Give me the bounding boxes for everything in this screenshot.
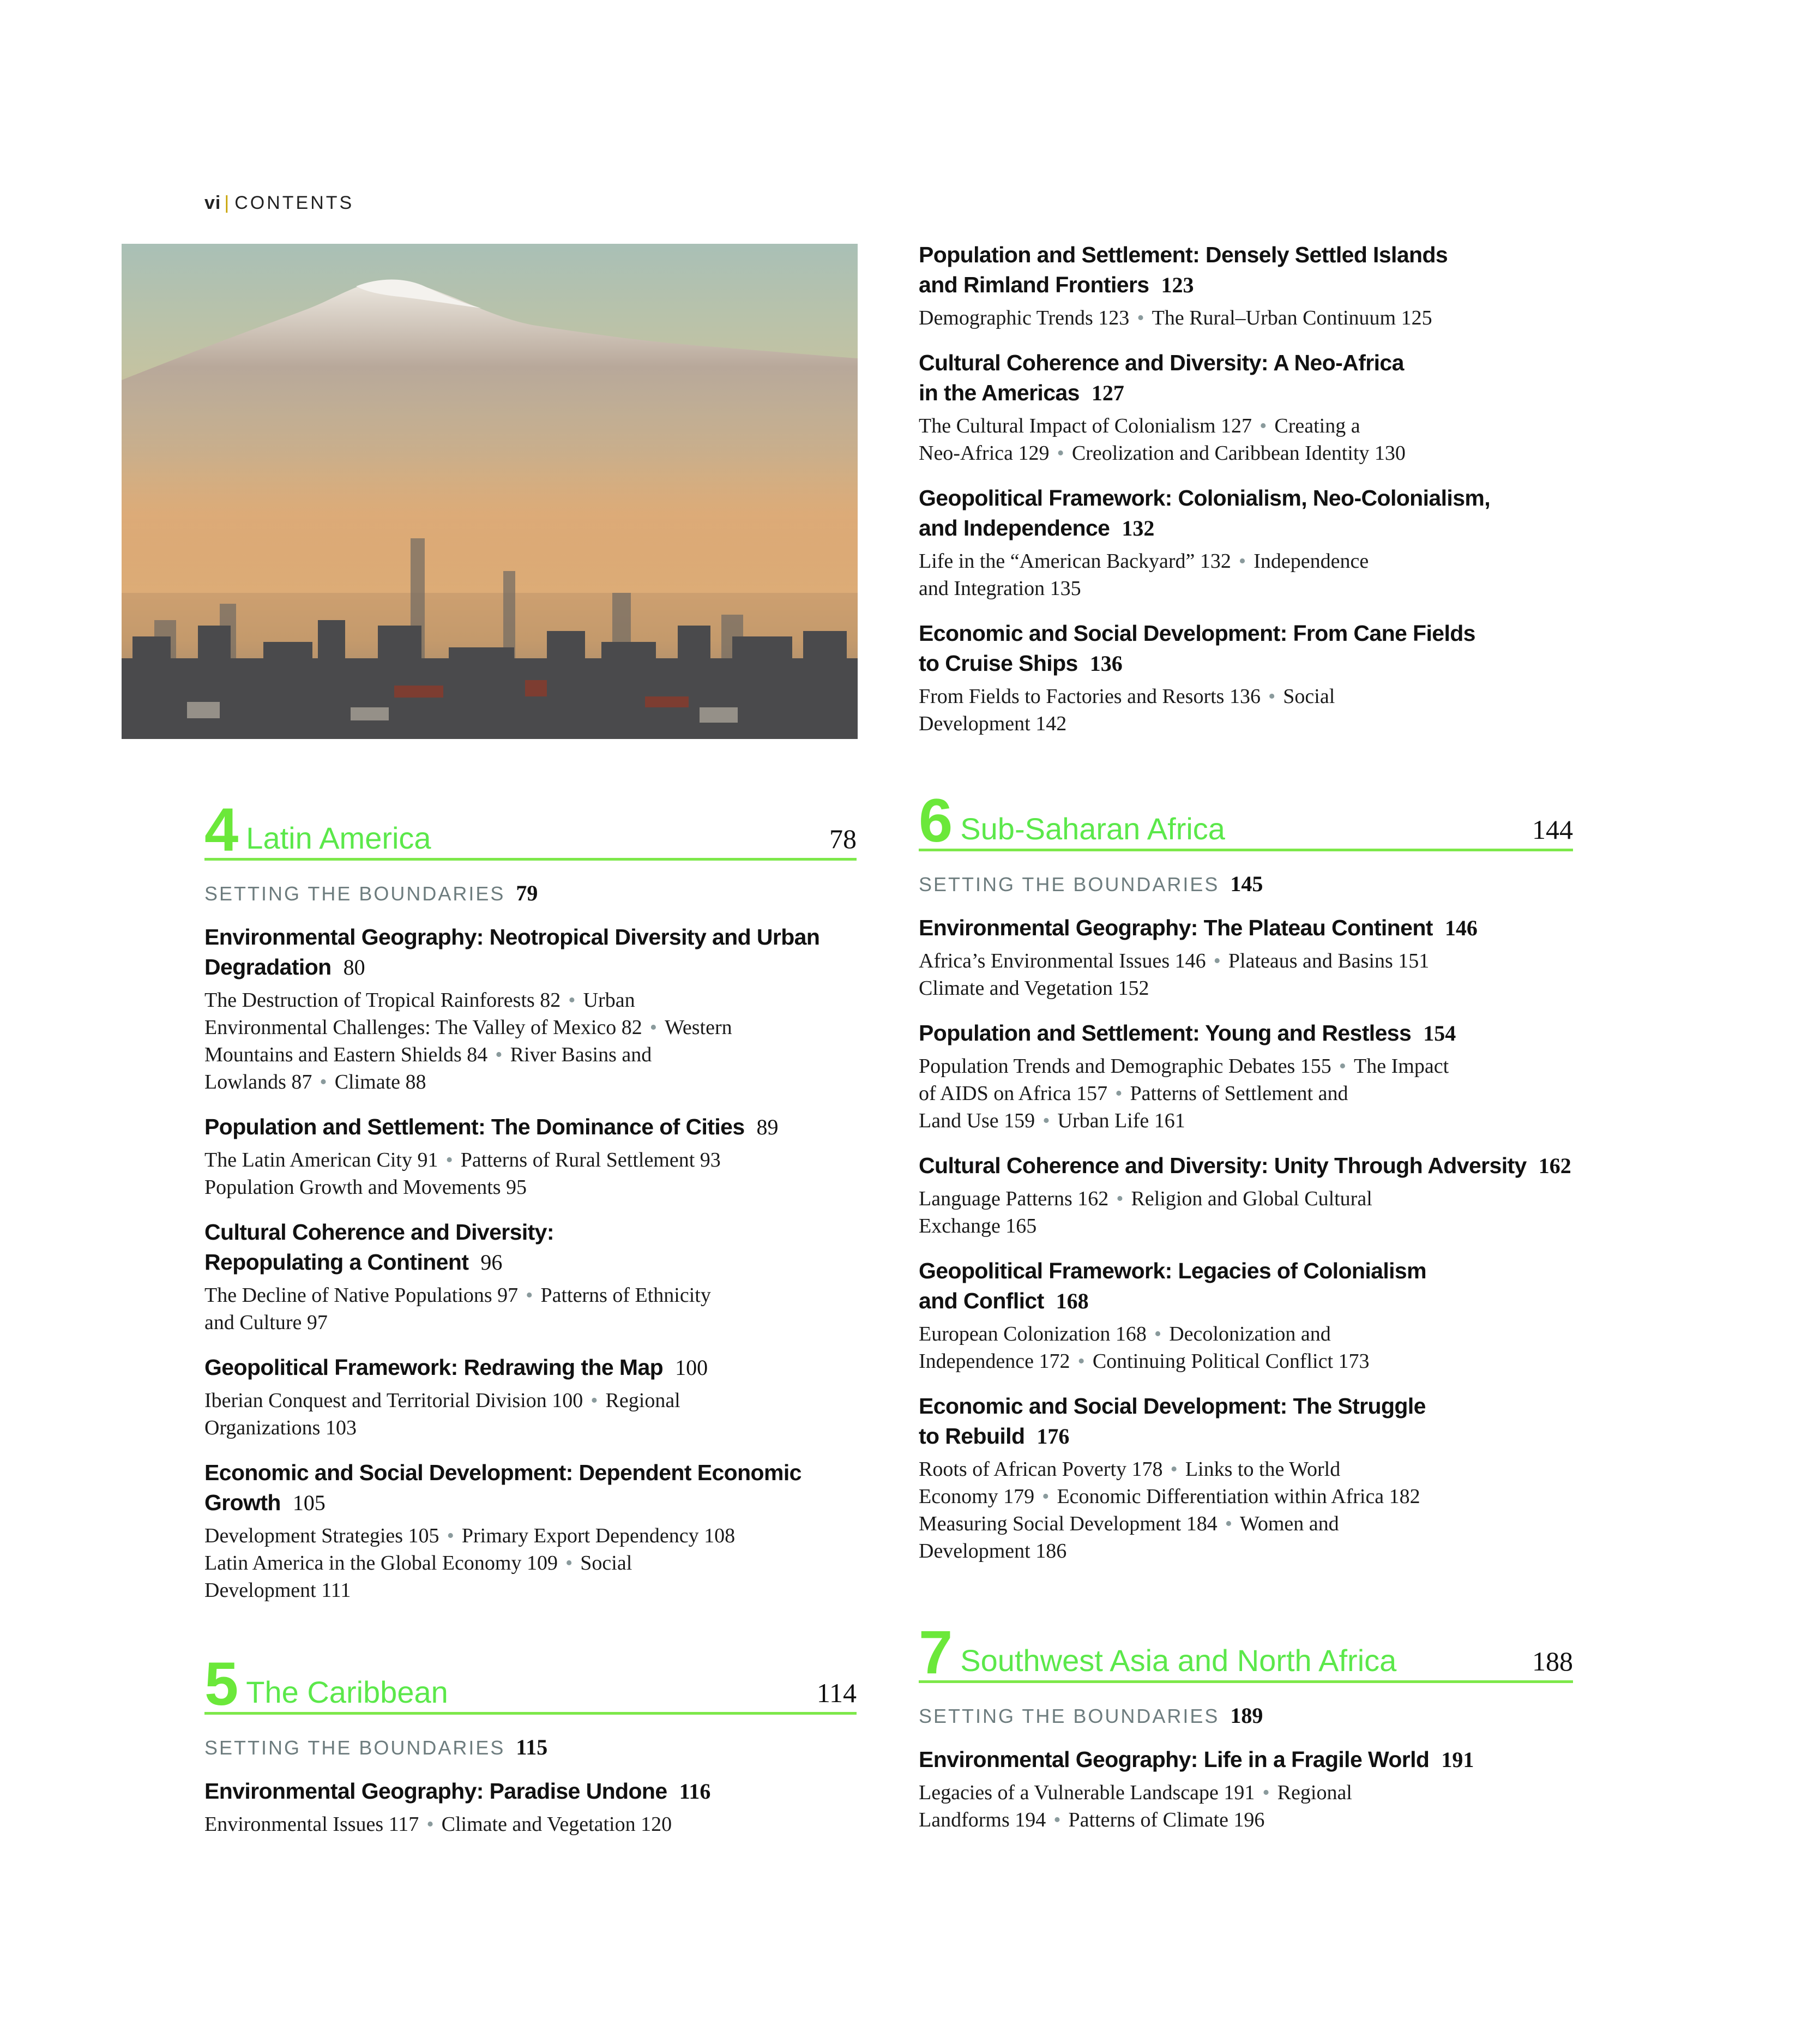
section-page: 191 bbox=[1441, 1747, 1474, 1772]
subsection-list: The Decline of Native Populations 97 • Patterns of Ethnicity and Culture 97 bbox=[204, 1284, 711, 1334]
chapter-title: Sub-Saharan Africa bbox=[960, 812, 1225, 846]
section-heading[interactable]: Environmental Geography: Neotropical Diversity and Urban Degradation 80 bbox=[204, 924, 820, 980]
subsection-list: Population Trends and Demographic Debates 155 • The Impact of AIDS on Africa 157 • Patterns of Settlement and Land Use 159 • Urban Life 161 bbox=[919, 1055, 1449, 1132]
chapter-page: 144 bbox=[1532, 814, 1573, 845]
subsection-list: Language Patterns 162 • Religion and Global Cultural Exchange 165 bbox=[919, 1187, 1372, 1237]
section-page: 105 bbox=[292, 1491, 326, 1515]
setting-the-boundaries[interactable]: SETTING THE BOUNDARIES 79 bbox=[204, 881, 538, 905]
section-heading[interactable]: Geopolitical Framework: Redrawing the Map 100 bbox=[204, 1355, 708, 1380]
chapter-heading[interactable] bbox=[919, 786, 1573, 855]
chapter-number: 5 bbox=[204, 1649, 239, 1718]
running-head bbox=[204, 193, 354, 214]
subsection-list: The Cultural Impact of Colonialism 127 • Creating a Neo-Africa 129 • Creolization and Caribbean Identity 130 bbox=[919, 414, 1406, 465]
section-page: 89 bbox=[756, 1115, 779, 1139]
right-column bbox=[919, 786, 1573, 1834]
toc-entry bbox=[919, 348, 1573, 467]
toc-entry bbox=[204, 1112, 857, 1201]
toc-entry bbox=[919, 1745, 1573, 1834]
section-heading[interactable]: Population and Settlement: The Dominance of Cities 89 bbox=[204, 1114, 779, 1139]
running-head-separator: | bbox=[224, 193, 232, 213]
section-page: 80 bbox=[343, 955, 365, 980]
toc-entry bbox=[919, 913, 1573, 1002]
subsection-list: The Latin American City 91 • Patterns of Rural Settlement 93 Population Growth and Movements 95 bbox=[204, 1149, 721, 1199]
section-heading[interactable]: Environmental Geography: Life in a Fragile World 191 bbox=[919, 1747, 1474, 1772]
chapter-page: 78 bbox=[829, 824, 857, 854]
section-heading[interactable]: Cultural Coherence and Diversity: Repopulating a Continent 96 bbox=[204, 1219, 554, 1275]
section-heading[interactable]: Geopolitical Framework: Colonialism, Neo-Colonialism, and Independence 132 bbox=[919, 485, 1491, 540]
subsection-list: Demographic Trends 123 • The Rural–Urban Continuum 125 bbox=[919, 307, 1432, 329]
subsection-list: Life in the “American Backyard” 132 • Independence and Integration 135 bbox=[919, 550, 1369, 600]
section-page: 176 bbox=[1036, 1424, 1070, 1449]
section-page: 127 bbox=[1091, 381, 1124, 405]
chapter-heading[interactable] bbox=[204, 1649, 857, 1718]
section-page: 96 bbox=[480, 1250, 503, 1275]
subsection-list: Iberian Conquest and Territorial Division 100 • Regional Organizations 103 bbox=[204, 1389, 680, 1439]
chapter-4 bbox=[204, 795, 857, 1604]
toc-entry bbox=[204, 1217, 857, 1336]
toc-entry bbox=[204, 922, 857, 1096]
toc-entry bbox=[919, 618, 1573, 737]
section-heading[interactable]: Geopolitical Framework: Legacies of Colonialism and Conflict 168 bbox=[919, 1258, 1426, 1313]
toc-entry bbox=[204, 1458, 857, 1604]
section-heading[interactable]: Environmental Geography: The Plateau Continent 146 bbox=[919, 915, 1478, 940]
page-number: vi bbox=[204, 193, 221, 213]
subsection-list: The Destruction of Tropical Rainforests 82 • Urban Environmental Challenges: The Valley of Mexico 82 • Western Mountains and Eastern Shields 84 • River Basins and Lowlands 87 • Climate 88 bbox=[204, 989, 732, 1093]
section-heading[interactable]: Environmental Geography: Paradise Undone 116 bbox=[204, 1778, 711, 1804]
section-page: 132 bbox=[1122, 516, 1155, 540]
subsection-list: Development Strategies 105 • Primary Export Dependency 108 Latin America in the Global Economy 109 • Social Development 111 bbox=[204, 1524, 736, 1602]
subsection-list: Roots of African Poverty 178 • Links to the World Economy 179 • Economic Differentiation within Africa 182 Measuring Social Development 184 • Women and Development 186 bbox=[919, 1458, 1420, 1563]
section-page: 116 bbox=[679, 1779, 711, 1804]
toc-entry bbox=[919, 483, 1573, 602]
running-head-label: CONTENTS bbox=[234, 193, 354, 213]
chapter-6 bbox=[919, 786, 1573, 1565]
section-heading[interactable]: Economic and Social Development: The Struggle to Rebuild 176 bbox=[919, 1393, 1426, 1449]
setting-the-boundaries[interactable]: SETTING THE BOUNDARIES 145 bbox=[919, 872, 1263, 896]
section-heading[interactable]: Population and Settlement: Densely Settled Islands and Rimland Frontiers 123 bbox=[919, 242, 1448, 297]
toc-entry bbox=[919, 1391, 1573, 1565]
subsection-list: Legacies of a Vulnerable Landscape 191 • Regional Landforms 194 • Patterns of Climate 196 bbox=[919, 1781, 1352, 1831]
setting-the-boundaries[interactable]: SETTING THE BOUNDARIES 189 bbox=[919, 1703, 1263, 1728]
chapter-page: 188 bbox=[1532, 1646, 1573, 1677]
subsection-list: Africa’s Environmental Issues 146 • Plateaus and Basins 151 Climate and Vegetation 152 bbox=[919, 950, 1430, 1000]
left-column bbox=[204, 795, 857, 1838]
section-page: 162 bbox=[1538, 1153, 1571, 1178]
toc-entry bbox=[204, 1776, 857, 1838]
section-page: 100 bbox=[675, 1355, 708, 1380]
toc-entry bbox=[919, 1256, 1573, 1375]
section-page: 168 bbox=[1056, 1289, 1089, 1313]
mountain-city-photo bbox=[122, 244, 858, 739]
section-heading[interactable]: Economic and Social Development: Dependent Economic Growth 105 bbox=[204, 1460, 801, 1515]
chapter-title: Southwest Asia and North Africa bbox=[960, 1643, 1397, 1678]
chapter-title: Latin America bbox=[246, 821, 431, 855]
section-page: 123 bbox=[1161, 273, 1194, 297]
section-heading[interactable]: Cultural Coherence and Diversity: Unity Through Adversity 162 bbox=[919, 1153, 1571, 1178]
chapter-heading[interactable] bbox=[919, 1618, 1573, 1686]
chapter-5 bbox=[204, 1649, 857, 1838]
toc-entry bbox=[919, 1018, 1573, 1134]
toc-entry bbox=[919, 1151, 1573, 1240]
setting-the-boundaries[interactable]: SETTING THE BOUNDARIES 115 bbox=[204, 1735, 548, 1759]
chapter-number: 7 bbox=[919, 1618, 953, 1686]
section-page: 146 bbox=[1444, 916, 1478, 940]
chapter-number: 6 bbox=[919, 786, 953, 855]
chapter-title: The Caribbean bbox=[246, 1675, 448, 1709]
section-page: 154 bbox=[1423, 1021, 1456, 1045]
chapter-number: 4 bbox=[204, 795, 239, 864]
chapter5-continuation bbox=[919, 240, 1573, 737]
section-heading[interactable]: Cultural Coherence and Diversity: A Neo-Africa in the Americas 127 bbox=[919, 350, 1404, 405]
subsection-list: From Fields to Factories and Resorts 136 • Social Development 142 bbox=[919, 685, 1335, 735]
chapter-heading[interactable] bbox=[204, 795, 857, 864]
chapter-page: 114 bbox=[816, 1678, 857, 1708]
section-heading[interactable]: Population and Settlement: Young and Restless 154 bbox=[919, 1020, 1456, 1045]
toc-entry bbox=[919, 240, 1573, 332]
section-page: 136 bbox=[1089, 651, 1123, 676]
section-heading[interactable]: Economic and Social Development: From Cane Fields to Cruise Ships 136 bbox=[919, 621, 1475, 676]
subsection-list: European Colonization 168 • Decolonization and Independence 172 • Continuing Political Conflict 173 bbox=[919, 1323, 1370, 1373]
chapter-7 bbox=[919, 1618, 1573, 1834]
subsection-list: Environmental Issues 117 • Climate and Vegetation 120 bbox=[204, 1813, 672, 1836]
toc-entry bbox=[204, 1353, 857, 1441]
